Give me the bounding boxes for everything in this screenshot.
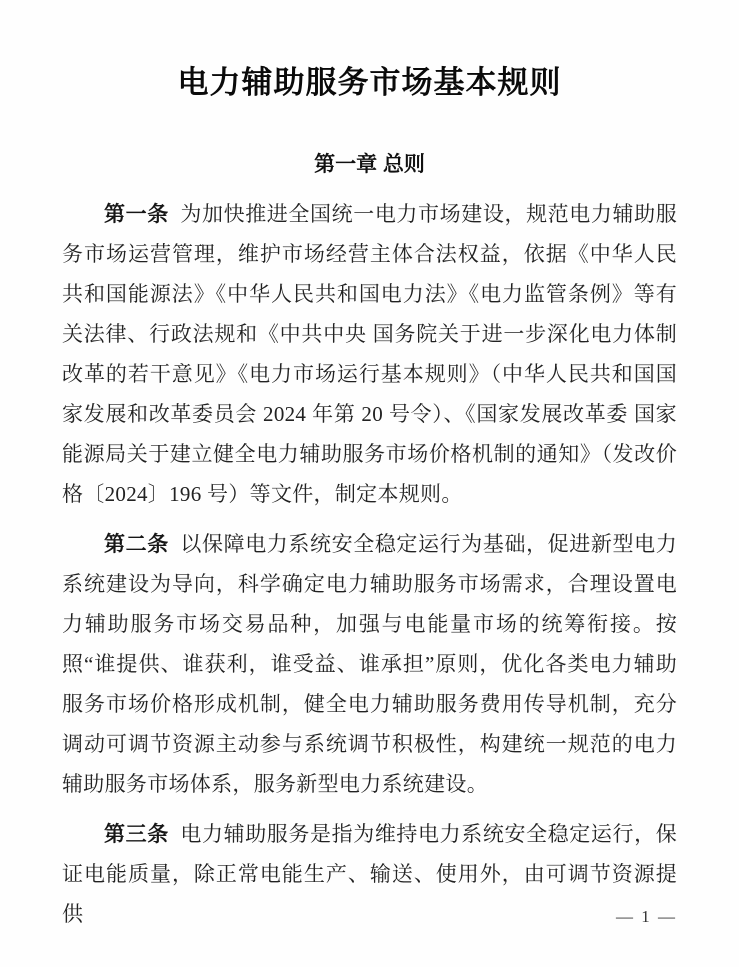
- page-number: — 1 —: [616, 907, 677, 926]
- article-2-text: 以保障电力系统安全稳定运行为基础，促进新型电力系统建设为导向，科学确定电力辅助服务市场需求，合理设置电力辅助服务市场交易品种，加强与电能量市场的统筹衔接。按照“谁提供、谁获利，谁受益、谁承担”原则，优化各类电力辅助服务市场价格形成机制，健全电力辅助服务费用传导机制，充分调动可调节资源主动参与系统调节积极性，构建统一规范的电力辅助服务市场体系，服务新型电力系统建设。: [62, 532, 677, 796]
- document-title: 电力辅助服务市场基本规则: [177, 65, 562, 100]
- paragraph-article-3: [62, 814, 677, 934]
- page-footer: [616, 907, 677, 927]
- article-3-text: 电力辅助服务是指为维持电力系统安全稳定运行，保证电能质量，除正常电能生产、输送、使用外，由可调节资源提供: [62, 822, 677, 926]
- article-2-number: 第二条: [104, 532, 169, 556]
- article-1-text: 为加快推进全国统一电力市场建设，规范电力辅助服务市场运营管理，维护市场经营主体合法权益，依据《中华人民共和国能源法》《中华人民共和国电力法》《电力监管条例》等有关法律、行政法规和《中共中央 国务院关于进一步深化电力体制改革的若干意见》《电力市场运行基本规则》（中华人民共和国国家发展和改革委员会 2024 年第 20 号令）、《国家发展改革委 国家能源局关于建立健全电力辅助服务市场价格机制的通知》（发改价格〔2024〕196 号）等文件，制定本规则。: [62, 202, 677, 506]
- paragraph-article-2: [62, 524, 677, 804]
- chapter-heading: 第一章 总则: [314, 153, 425, 176]
- paragraph-article-1: [62, 194, 677, 514]
- article-3-number: 第三条: [104, 822, 169, 846]
- article-1-number: 第一条: [104, 202, 169, 226]
